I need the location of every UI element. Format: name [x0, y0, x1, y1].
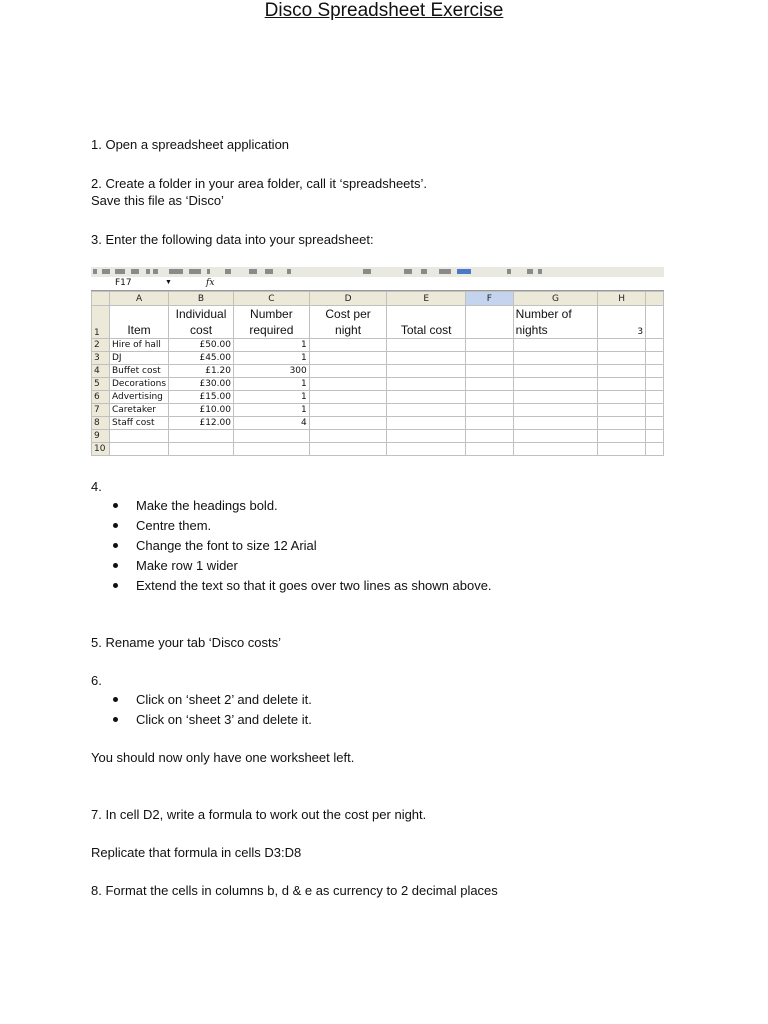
- column-header: C: [233, 292, 309, 306]
- list-item: Click on ‘sheet 3’ and delete it.: [91, 712, 312, 732]
- table-row: [92, 430, 664, 443]
- cell-item: Buffet cost: [109, 365, 168, 378]
- row-number: 4: [92, 365, 110, 378]
- list-item: Click on ‘sheet 2’ and delete it.: [91, 692, 312, 712]
- bullet-icon: [113, 523, 118, 528]
- step-6: 6.: [91, 673, 102, 688]
- header-cost-per-night: Cost per night: [309, 306, 387, 339]
- table-row: [92, 378, 664, 391]
- header-item: Item: [109, 306, 168, 339]
- cell: [465, 306, 513, 339]
- step-7: 7. In cell D2, write a formula to work out the cost per night.: [91, 807, 427, 822]
- step-7-replicate: Replicate that formula in cells D3:D8: [91, 845, 302, 860]
- cell-number: 1: [233, 391, 309, 404]
- nights-value: 3: [598, 306, 646, 339]
- row-number: 1: [92, 306, 110, 339]
- column-header: A: [109, 292, 168, 306]
- step-2: 2. Create a folder in your area folder, call it ‘spreadsheets’.: [91, 176, 428, 191]
- cell-item: Advertising: [109, 391, 168, 404]
- column-header: G: [513, 292, 598, 306]
- row-number: 7: [92, 404, 110, 417]
- cell-number: 1: [233, 352, 309, 365]
- cell-number: 1: [233, 378, 309, 391]
- function-icon: fx: [206, 278, 215, 288]
- cell-cost: £15.00: [169, 391, 234, 404]
- row-number: 10: [92, 443, 110, 456]
- chevron-down-icon: ▼: [165, 279, 172, 286]
- cell-number: 1: [233, 404, 309, 417]
- row-number: 9: [92, 430, 110, 443]
- cell-number: 4: [233, 417, 309, 430]
- list-item: Change the font to size 12 Arial: [91, 538, 492, 558]
- list-item: Make row 1 wider: [91, 558, 492, 578]
- cell-item: Decorations: [109, 378, 168, 391]
- cell-cost: £1.20: [169, 365, 234, 378]
- step-4: 4.: [91, 479, 102, 494]
- cell: [646, 306, 664, 339]
- header-number-required: Number required: [233, 306, 309, 339]
- cell-cost: £12.00: [169, 417, 234, 430]
- bullet-icon: [113, 583, 118, 588]
- step-5: 5. Rename your tab ‘Disco costs’: [91, 635, 282, 650]
- column-header: E: [387, 292, 466, 306]
- cell-cost: £10.00: [169, 404, 234, 417]
- list-item: Extend the text so that it goes over two lines as shown above.: [91, 578, 492, 598]
- table-row: [92, 443, 664, 456]
- row-number: 6: [92, 391, 110, 404]
- header-number-of-nights: Number of nights: [513, 306, 598, 339]
- step-1: 1. Open a spreadsheet application: [91, 137, 290, 152]
- cell-cost: £45.00: [169, 352, 234, 365]
- spreadsheet-grid: [91, 291, 664, 456]
- column-header: B: [169, 292, 234, 306]
- header-total-cost: Total cost: [387, 306, 466, 339]
- spreadsheet-screenshot: [91, 267, 664, 464]
- row-number: 2: [92, 339, 110, 352]
- formula-bar: [91, 277, 664, 291]
- bullet-icon: [113, 563, 118, 568]
- cell-cost: £50.00: [169, 339, 234, 352]
- row-number: 8: [92, 417, 110, 430]
- cell-item: Staff cost: [109, 417, 168, 430]
- column-header-selected: F: [465, 292, 513, 306]
- step-3: 3. Enter the following data into your spreadsheet:: [91, 232, 374, 247]
- bullet-icon: [113, 717, 118, 722]
- step-2-save: Save this file as ‘Disco’: [91, 193, 224, 208]
- bullet-icon: [113, 503, 118, 508]
- table-row: [92, 404, 664, 417]
- table-row: [92, 417, 664, 430]
- step-8: 8. Format the cells in columns b, d & e as currency to 2 decimal places: [91, 883, 498, 898]
- bullet-icon: [113, 543, 118, 548]
- table-row: [92, 339, 664, 352]
- select-all-corner: [92, 292, 110, 306]
- table-row: [92, 306, 664, 339]
- cell-number: 1: [233, 339, 309, 352]
- header-individual-cost: Individual cost: [169, 306, 234, 339]
- bullet-icon: [113, 697, 118, 702]
- cell-number: 300: [233, 365, 309, 378]
- list-item: Centre them.: [91, 518, 492, 538]
- cell-item: Hire of hall: [109, 339, 168, 352]
- page-title: Disco Spreadsheet Exercise: [264, 0, 504, 21]
- table-row: [92, 352, 664, 365]
- row-number: 5: [92, 378, 110, 391]
- table-row: [92, 391, 664, 404]
- name-box: F17: [115, 278, 132, 288]
- cell-item: Caretaker: [109, 404, 168, 417]
- row-number: 3: [92, 352, 110, 365]
- step-6-list: [91, 692, 312, 732]
- cell-cost: £30.00: [169, 378, 234, 391]
- step-4-list: [91, 498, 492, 598]
- column-header: [646, 292, 664, 306]
- column-header: H: [598, 292, 646, 306]
- column-header: D: [309, 292, 387, 306]
- cell-item: DJ: [109, 352, 168, 365]
- list-item: Make the headings bold.: [91, 498, 492, 518]
- table-row: [92, 365, 664, 378]
- step-6-note: You should now only have one worksheet left.: [91, 750, 355, 765]
